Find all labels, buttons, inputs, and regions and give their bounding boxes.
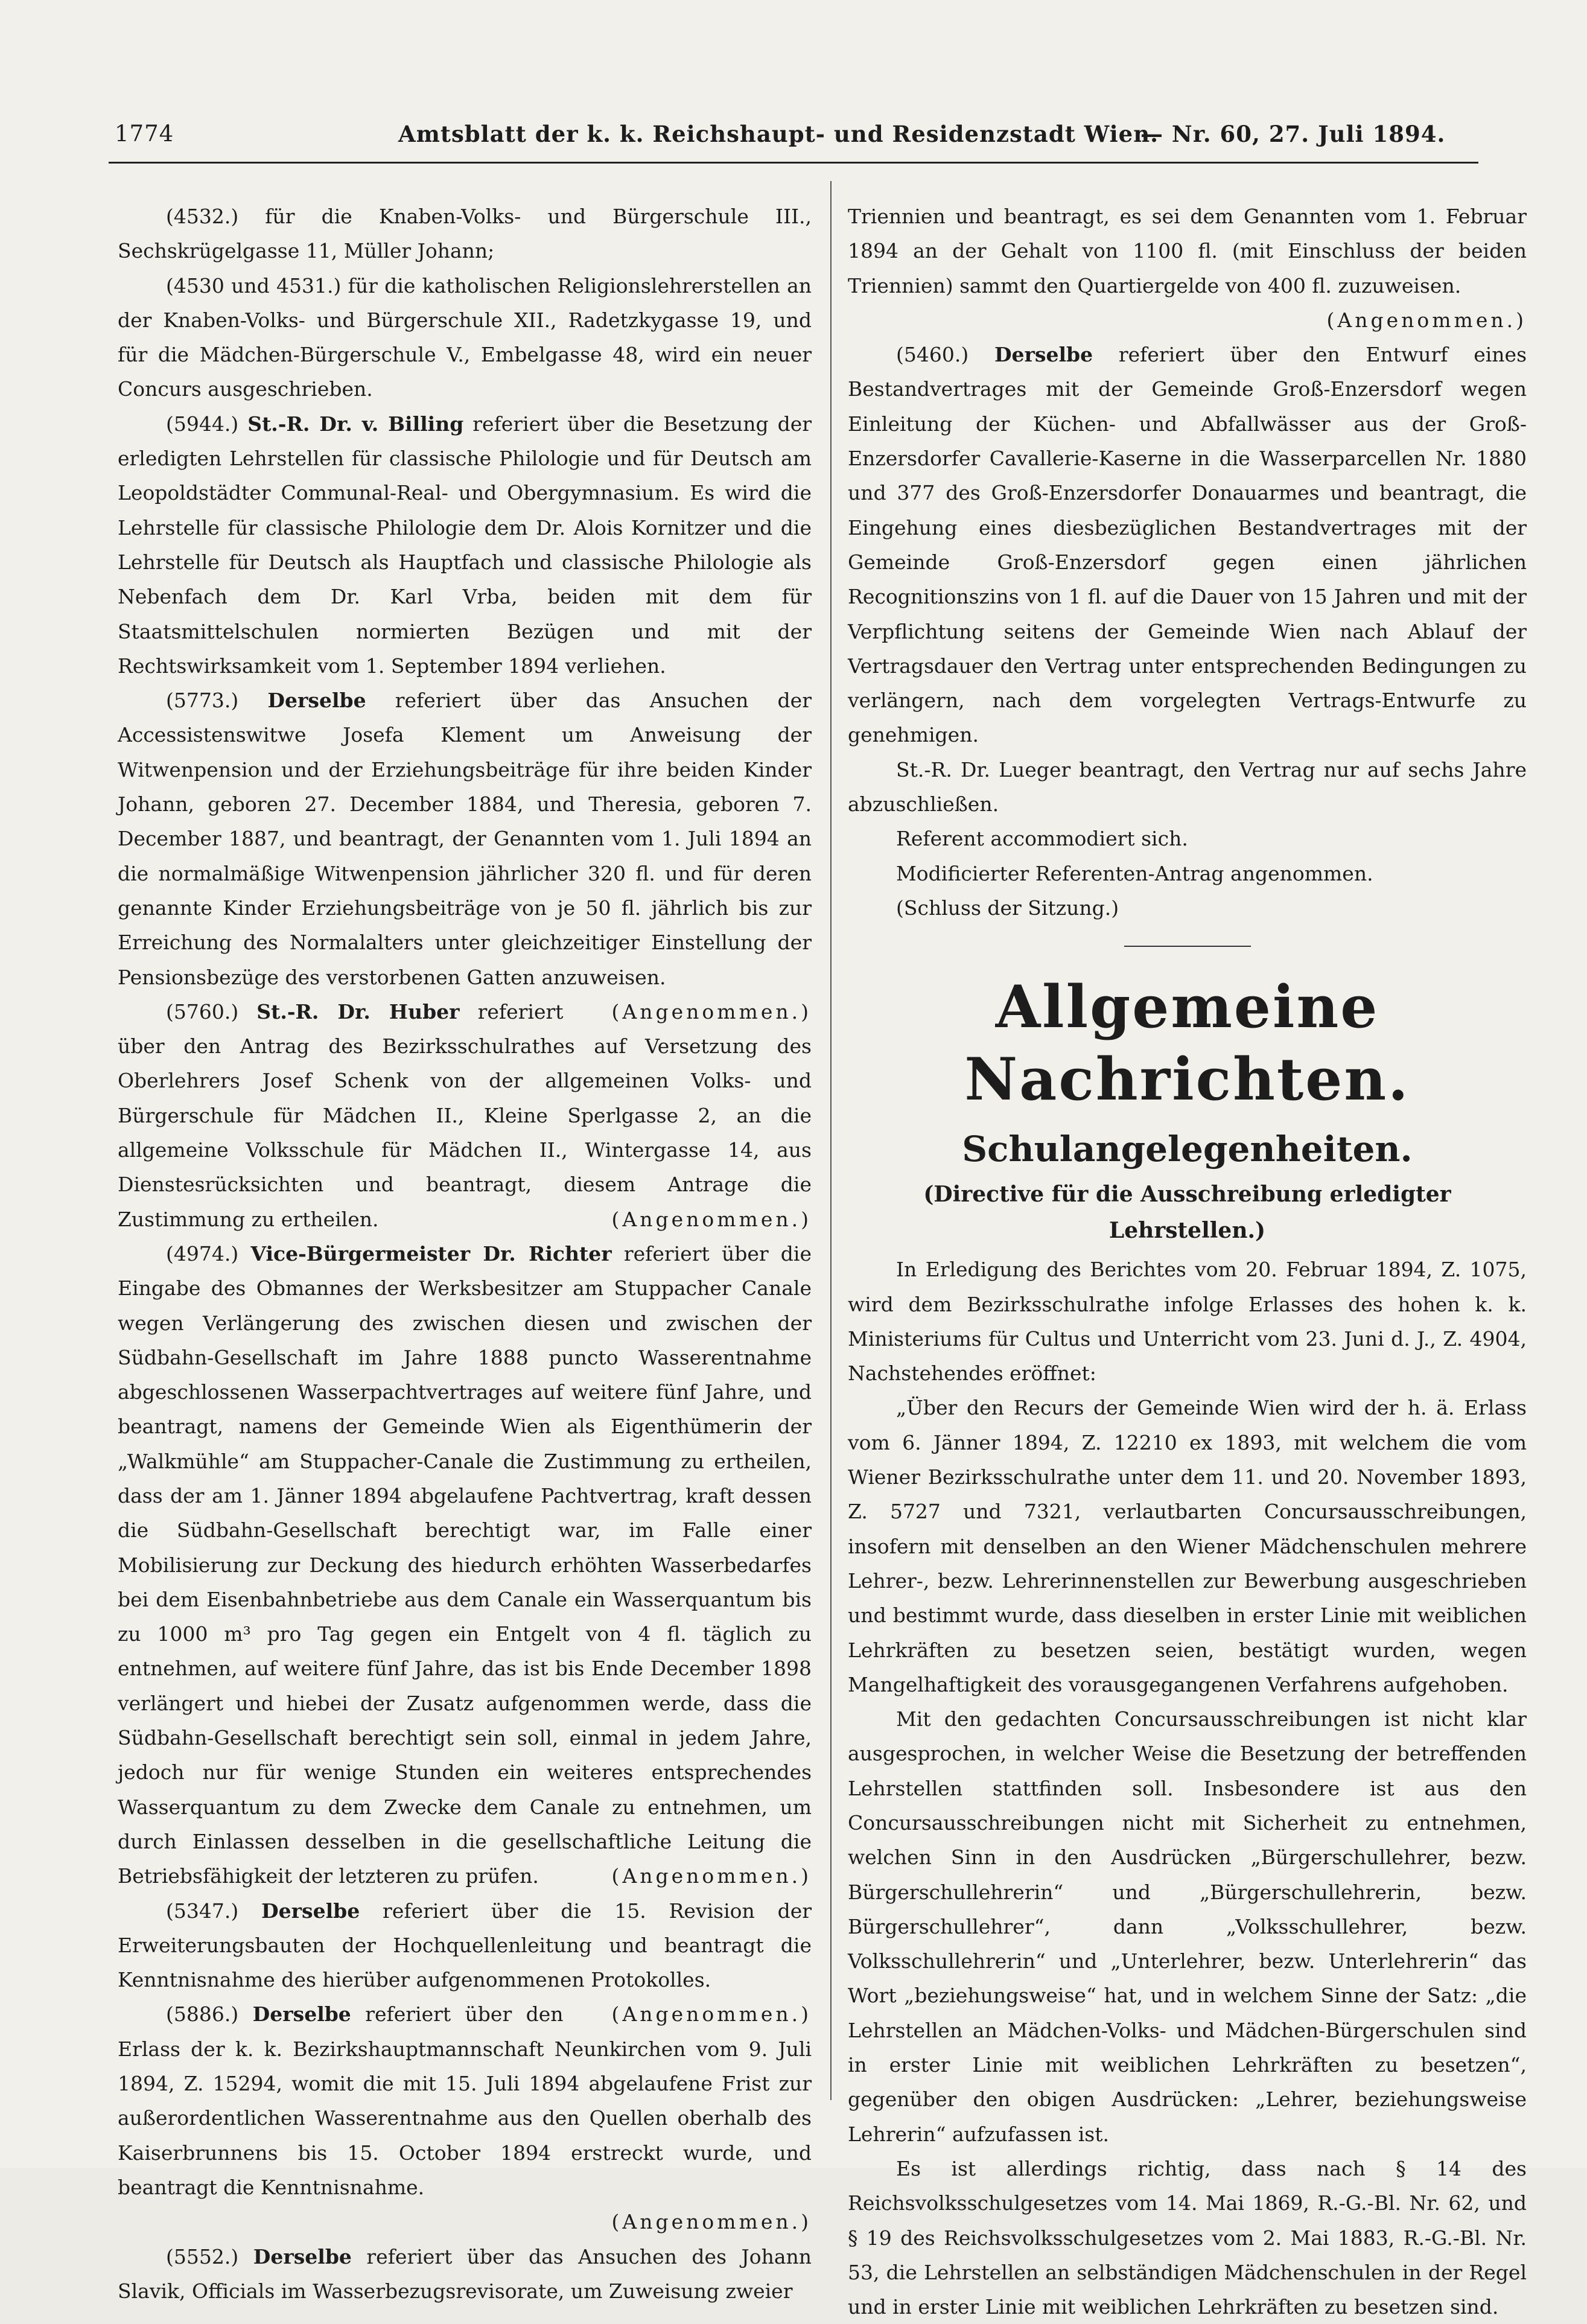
- entry-text: referiert über den Erlass der k. k. Bezirkshauptmannschaft Neunkirchen vom 9. Juli 1894, Z. 15294, womit die mit 15. Juli 1894 abgelaufene Frist zur außerordentlichen Wasserentnahme aus den Quellen oberhalb des Kaiserbrunnens bis 15. October 1894 erstreckt wurde, und beantragt die Kenntnisnahme.: [118, 2002, 812, 2199]
- entry-number: (5552.): [166, 2244, 239, 2268]
- paragraph-lueger: St.-R. Dr. Lueger beantragt, den Vertrag nur auf sechs Jahre abzuschließen.: [848, 757, 1527, 817]
- entry-number: (5944.): [166, 412, 239, 436]
- entry-number: (5773.): [166, 689, 239, 713]
- entry-text: referiert über den Entwurf eines Bestandvertrages mit der Gemeinde Groß-Enzersdorf wegen Einleitung der Küchen- und Abfallwässer aus der Groß-Enzersdorfer Cavallerie-Kaserne in die Wasserparcellen Nr. 1880 und 377 des Groß-Enzersdorfer Donauarmes und beantragt, die Eingehung eines diesbezüglichen Bestandvertrages mit der Gemeinde Groß-Enzersdorf gegen einen jährlichen Recognitionszins von 1 fl. auf die Dauer von 15 Jahren und mit der Verpflichtung seitens der Gemeinde Wien nach Ablauf der Vertragsdauer den Vertrag unter entsprechenden Bedingungen zu verlängern, nach dem vorgelegten Vertrags-Entwurfe zu genehmigen.: [848, 343, 1527, 747]
- entry-number: (5760.): [166, 999, 239, 1024]
- section-heading: Allgemeine Nachrichten.: [964, 973, 1410, 1114]
- paragraph-4974: [118, 1237, 812, 1894]
- paragraph-5760: [118, 995, 812, 1237]
- accepted-note: (Angenommen.): [611, 999, 812, 1024]
- speaker-name: Derselbe: [261, 1899, 360, 1923]
- page-number: 1774: [115, 121, 174, 147]
- speaker-name: Derselbe: [267, 689, 366, 713]
- entry-number: (5347.): [166, 1899, 239, 1923]
- right-column: [848, 199, 1527, 2324]
- accepted-note: (Angenommen.): [611, 2210, 812, 2234]
- paragraph-5944: [118, 407, 812, 683]
- issue-info: — Nr. 60, 27. Juli 1894.: [1140, 121, 1446, 147]
- paragraph-directive-recurs: „Über den Recurs der Gemeinde Wien wird der h. ä. Erlass vom 6. Jänner 1894, Z. 12210 ex 1893, mit welchem die vom Wiener Bezirksschulrathe unter dem 11. und 20. November 1893, Z. 5727 und 7321, verlautbarten Concursausschreibungen, insofern mit denselben an den Wiener Mädchenschulen mehrere Lehrer-, bezw. Lehrerinnenstellen zur Bewerbung ausgeschrieben und bestimmt wurde, dass dieselben in erster Linie mit weiblichen Lehrkräften zu besetzen seien, bestätigt wurden, wegen Mangelhaftigkeit des vorausgegangenen Verfahrens aufgehoben.: [848, 1396, 1527, 1696]
- paragraph-5552: [118, 2240, 812, 2309]
- speaker-name: St.-R. Dr. Huber: [256, 999, 460, 1024]
- paragraph-directive-law: Es ist allerdings richtig, dass nach § 14 des Reichsvolksschulgesetzes vom 14. Mai 1869, R.-G.-Bl. Nr. 62, und § 19 des Reichsvolksschulgesetzes vom 2. Mai 1883, R.-G.-Bl. Nr. 53, die Lehrstellen an selbständigen Mädchenschulen in der Regel und in erster Linie mit weiblichen Lehrkräften zu besetzen sind.: [848, 2156, 1527, 2319]
- speaker-name: Vice-Bürgermeister Dr. Richter: [250, 1241, 612, 1265]
- subsection-subtitle: (Directive für die Ausschreibung erledigter Lehrstellen.): [923, 1182, 1451, 1244]
- paragraph-directive-intro: In Erledigung des Berichtes vom 20. Februar 1894, Z. 1075, wird dem Bezirksschulrathe infolge Erlasses des hohen k. k. Ministeriums für Cultus und Unterricht vom 23. Juni d. J., Z. 4904, Nachstehendes eröffnet:: [848, 1258, 1527, 1386]
- subsection-heading: Schulangelegenheiten.: [962, 1129, 1413, 1170]
- speaker-name: Derselbe: [253, 2244, 352, 2268]
- modified-motion-note: Modificierter Referenten-Antrag angenommen.: [896, 861, 1373, 885]
- speaker-name: Derselbe: [994, 343, 1093, 367]
- speaker-name: Derselbe: [252, 2002, 351, 2026]
- paragraph-4530: (4530 und 4531.) für die katholischen Religionslehrerstellen an der Knaben-Volks- und Bürgerschule XII., Radetzkygasse 19, und für die Mädchen-Bürgerschule V., Embelgasse 48, wird ein neuer Concurs ausgeschrieben.: [118, 273, 812, 401]
- entry-text: referiert über die Besetzung der erledigten Lehrstellen für classische Philologie und für Deutsch am Leopoldstädter Communal-Real- und Obergymnasium. Es wird die Lehrstelle für classische Philologie dem Dr. Alois Kornitzer und die Lehrstelle für Deutsch als Hauptfach und classische Philologie als Nebenfach dem Dr. Karl Vrba, beiden mit dem für Staatsmittelschulen normierten Bezügen und mit der Rechtswirksamkeit vom 1. September 1894 verliehen.: [118, 412, 812, 678]
- entry-number: (4974.): [166, 1241, 239, 1265]
- paragraph-5460: [848, 337, 1527, 753]
- session-end-note: (Schluss der Sitzung.): [896, 896, 1119, 920]
- paragraph-5552-continued: Triennien und beantragt, es sei dem Genannten vom 1. Februar 1894 an der Gehalt von 1100 fl. (mit Einschluss der beiden Triennien) sammt den Quartiergelde von 400 fl. zuzuweisen.: [848, 205, 1527, 298]
- accepted-note: (Angenommen.): [611, 2002, 812, 2026]
- entry-text: referiert über das Ansuchen des Johann Slavik, Officials im Wasserbezugsrevisorate, um Zuweisung zweier: [118, 2244, 812, 2303]
- section-divider: [1124, 946, 1251, 947]
- publication-title: Amtsblatt der k. k. Reichshaupt- und Residenzstadt Wien.: [398, 121, 1159, 147]
- header-rule: [109, 162, 1478, 164]
- referent-note: Referent accommodiert sich.: [896, 827, 1188, 851]
- accepted-note: (Angenommen.): [611, 1207, 812, 1231]
- left-column: [118, 199, 812, 2308]
- entry-text: referiert über die Eingabe des Obmannes der Werksbesitzer am Stuppacher Canale wegen Verlängerung des zwischen diesen und zwischen der Südbahn-Gesellschaft im Jahre 1888 puncto Wasserentnahme abgeschlossenen Wasserpachtvertrages auf weitere fünf Jahre, und beantragt, namens der Gemeinde Wien als Eigenthümerin der „Walkmühle“ am Stuppacher-Canale die Zustimmung zu ertheilen, dass der am 1. Jänner 1894 abgelaufene Pachtvertrag, kraft dessen die Südbahn-Gesellschaft berechtigt war, im Falle einer Mobilisierung zur Deckung des hiedurch erhöhten Wasserbedarfes bei dem Eisenbahnbetriebe aus dem Canale ein Wasserquantum bis zu 1000 m³ pro Tag gegen ein Entgelt von 4 fl. täglich zu entnehmen, auf weitere fünf Jahre, das ist bis Ende December 1898 verlängert und hiebei der Zusatz aufgenommen werde, dass die Südbahn-Gesellschaft berechtigt sein soll, einmal in jedem Jahre, jedoch nur für wenige Stunden ein weiteres entsprechendes Wasserquantum zu dem Zwecke dem Canale zu entnehmen, um durch Einlassen desselben in die gesellschaftliche Leitung die Betriebsfähigkeit der letzteren zu prüfen.: [118, 1241, 812, 1888]
- paragraph-4532: (4532.) für die Knaben-Volks- und Bürgerschule III., Sechskrügelgasse 11, Müller Johann;: [118, 205, 812, 263]
- entry-text: referiert über das Ansuchen der Accessistenswitwe Josefa Klement um Anweisung der Witwenpension und der Erziehungsbeiträge für ihre beiden Kinder Johann, geboren 27. December 1884, und Theresia, geboren 7. December 1887, und beantragt, der Genannten vom 1. Juli 1894 an die normalmäßige Witwenpension jährlicher 320 fl. und für deren genannte Kinder Erziehungsbeiträge von je 50 fl. jährlich bis zur Erreichung des Normalalters unter gleichzeitiger Einstellung der Pensionsbezüge des verstorbenen Gatten anzuweisen.: [118, 689, 812, 989]
- speaker-name: St.-R. Dr. v. Billing: [247, 412, 464, 436]
- accepted-note: (Angenommen.): [1326, 308, 1527, 332]
- entry-text: referiert über die 15. Revision der Erweiterungsbauten der Hochquellenleitung und beantragt die Kenntnisnahme des hierüber aufgenommenen Protokolles.: [118, 1899, 812, 1992]
- entry-text: referiert über den Antrag des Bezirksschulrathes auf Versetzung des Oberlehrers Josef Schenk von der allgemeinen Volks- und Bürgerschule für Mädchen II., Kleine Sperlgasse 2, an die allgemeine Volksschule für Mädchen II., Wintergasse 14, aus Dienstesrücksichten und beantragt, diesem Antrage die Zustimmung zu ertheilen.: [118, 999, 812, 1231]
- entry-number: (5460.): [896, 343, 969, 367]
- accepted-note: (Angenommen.): [611, 1864, 812, 1888]
- paragraph-directive-concurs: Mit den gedachten Concursausschreibungen ist nicht klar ausgesprochen, in welcher Weise die Besetzung der betreffenden Lehrstellen stattfinden soll. Insbesondere ist aus den Concursausschreibungen nicht mit Sicherheit zu entnehmen, welchen Sinn in den Ausdrücken „Bürgerschullehrer, bezw. Bürgerschullehrerin“ und „Bürgerschullehrerin, bezw. Bürgerschullehrer“, dann „Volksschullehrer, bezw. Volksschullehrerin“ und „Unterlehrer, bezw. Unterlehrerin“ das Wort „beziehungsweise“ hat, und in welchem Sinne der Satz: „die Lehrstellen an Mädchen-Volks- und Mädchen-Bürgerschulen sind in erster Linie mit weiblichen Lehrkräften zu besetzen“, gegenüber den obigen Ausdrücken: „Lehrer, beziehungsweise Lehrerin“ aufzufassen ist.: [848, 1707, 1527, 2146]
- page-header: [115, 113, 1478, 162]
- entry-number: (5886.): [166, 2002, 239, 2026]
- column-divider: [830, 181, 832, 2100]
